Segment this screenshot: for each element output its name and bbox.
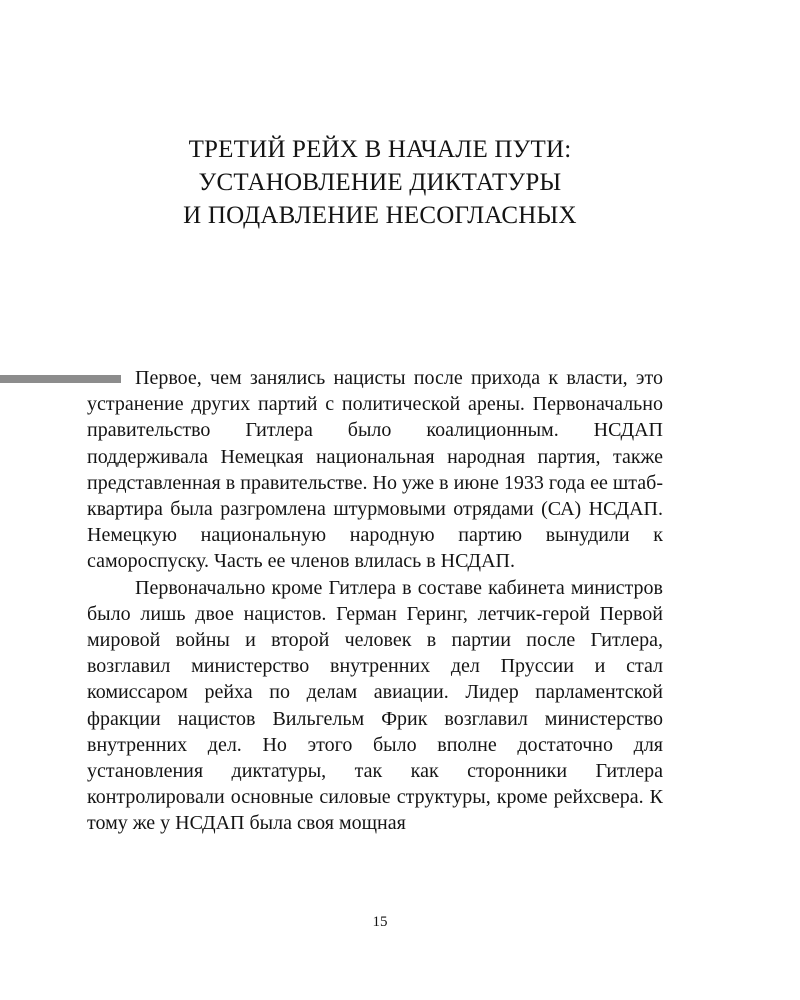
- chapter-title-line: УСТАНОВЛЕНИЕ ДИКТАТУРЫ: [198, 169, 562, 196]
- body-text: [87, 365, 663, 837]
- chapter-title-line: ТРЕТИЙ РЕЙХ В НАЧАЛЕ ПУТИ:: [188, 136, 572, 163]
- paragraph: Первоначально кроме Гитлера в составе кабинета министров было лишь двое нацистов. Герман Геринг, летчик-герой Первой мировой войны и второй человек в партии после Гитлера, возглавил министерство внутренних дел Пруссии и стал комиссаром рейха по делам авиации. Лидер парламентской фракции нацистов Вильгельм Фрик возглавил министерство внутренних дел. Но этого было вполне достаточно для установления диктатуры, так как сторонники Гитлера контролировали основные силовые структуры, кроме рейхсвера. К тому же у НСДАП была своя мощная: [87, 576, 663, 835]
- paragraph: Первое, чем занялись нацисты после прихода к власти, это устранение других партий с политической арены. Первоначально правительство Гитлера было коалиционным. НСДАП поддерживала Немецкая национальная народная партия, также представленная в правительстве. Но уже в июне 1933 года ее штаб-квартира была разгромлена штурмовыми отрядами (СА) НСДАП. Немецкую национальную народную партию вынудили к самороспуску. Часть ее членов влилась в НСДАП.: [87, 367, 663, 573]
- chapter-title: [0, 133, 760, 232]
- chapter-title-line: И ПОДАВЛЕНИЕ НЕСОГЛАСНЫХ: [183, 202, 577, 229]
- page-number: 15: [372, 914, 388, 930]
